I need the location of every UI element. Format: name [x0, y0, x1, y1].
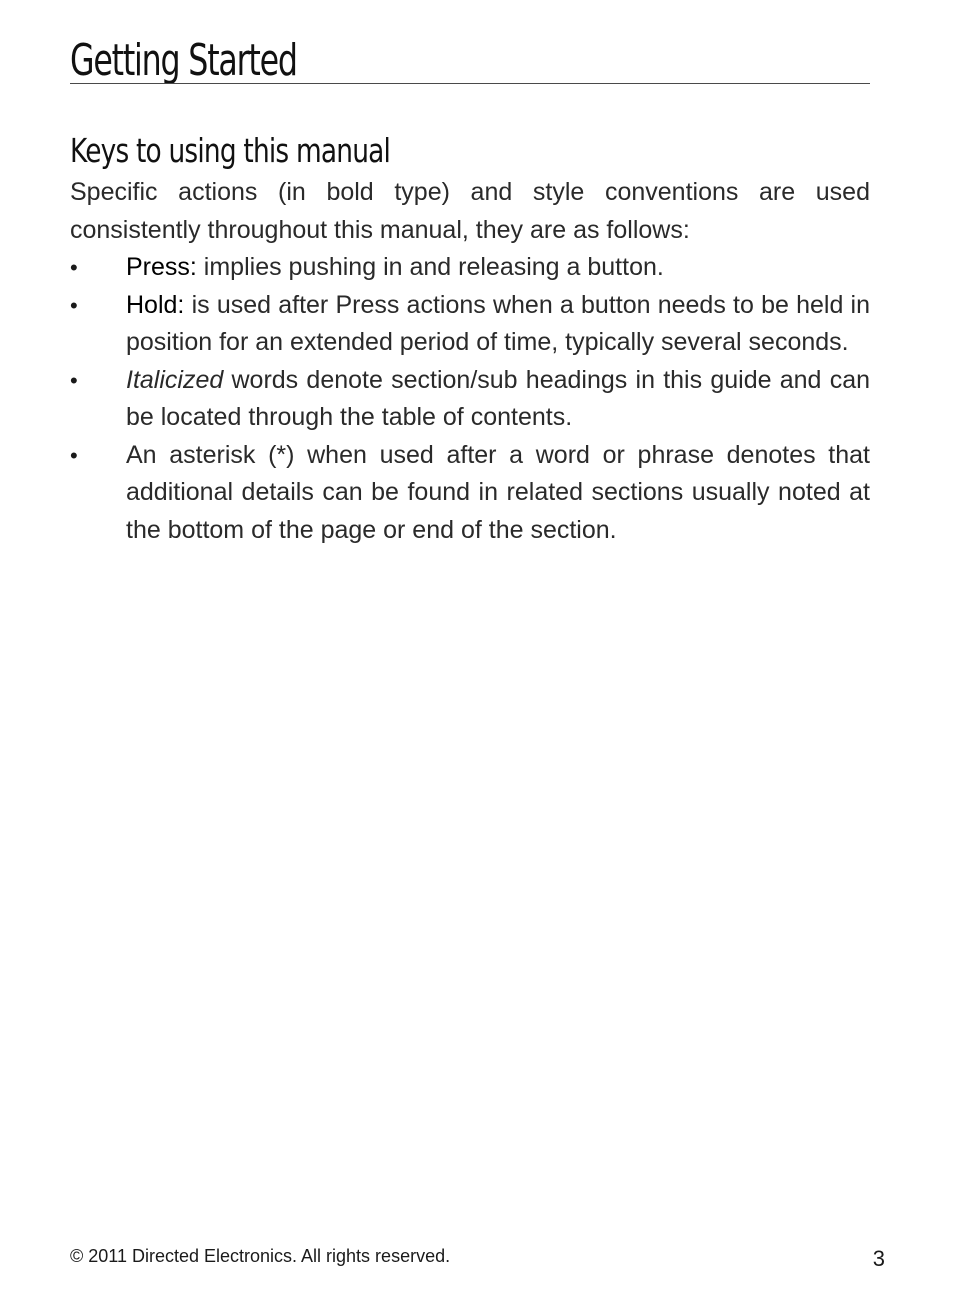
list-item-italicized [70, 362, 870, 437]
item-text: words denote section/sub headings in this guide and can be located through the table of contents. [126, 365, 870, 431]
item-text: An asterisk (*) when used after a word or phrase denotes that additional details can be found in related sections usually noted at the bottom of the page or end of the section. [126, 440, 870, 544]
list-item-hold [70, 287, 870, 362]
bullet-icon: • [70, 292, 78, 318]
term-hold: Hold: [126, 290, 185, 319]
bullet-icon: • [70, 367, 78, 393]
item-text: is used after Press actions when a button needs to be held in position for an extended period of time, typically several seconds. [126, 290, 870, 356]
conventions-list [70, 249, 870, 549]
bullet-icon: • [70, 255, 78, 280]
bullet-icon: • [70, 442, 78, 468]
item-text: implies pushing in and releasing a button. [196, 253, 664, 281]
term-press: Press: [126, 253, 197, 281]
page-footer [70, 1243, 885, 1269]
keys-section [70, 128, 870, 549]
section-heading: Keys to using this manual [70, 131, 391, 170]
page-title: Getting Started [70, 35, 297, 86]
term-italicized: Italicized [126, 365, 224, 394]
list-item-press [70, 249, 870, 287]
title-underline [70, 83, 870, 84]
list-item-asterisk [70, 437, 870, 550]
page-header [70, 36, 870, 86]
intro-paragraph: Specific actions (in bold type) and style conventions are used consistently throughout this manual, they are as follows: [70, 178, 870, 244]
copyright-notice: © 2011 Directed Electronics. All rights reserved. [70, 1246, 451, 1266]
page-number: 3 [872, 1246, 885, 1271]
